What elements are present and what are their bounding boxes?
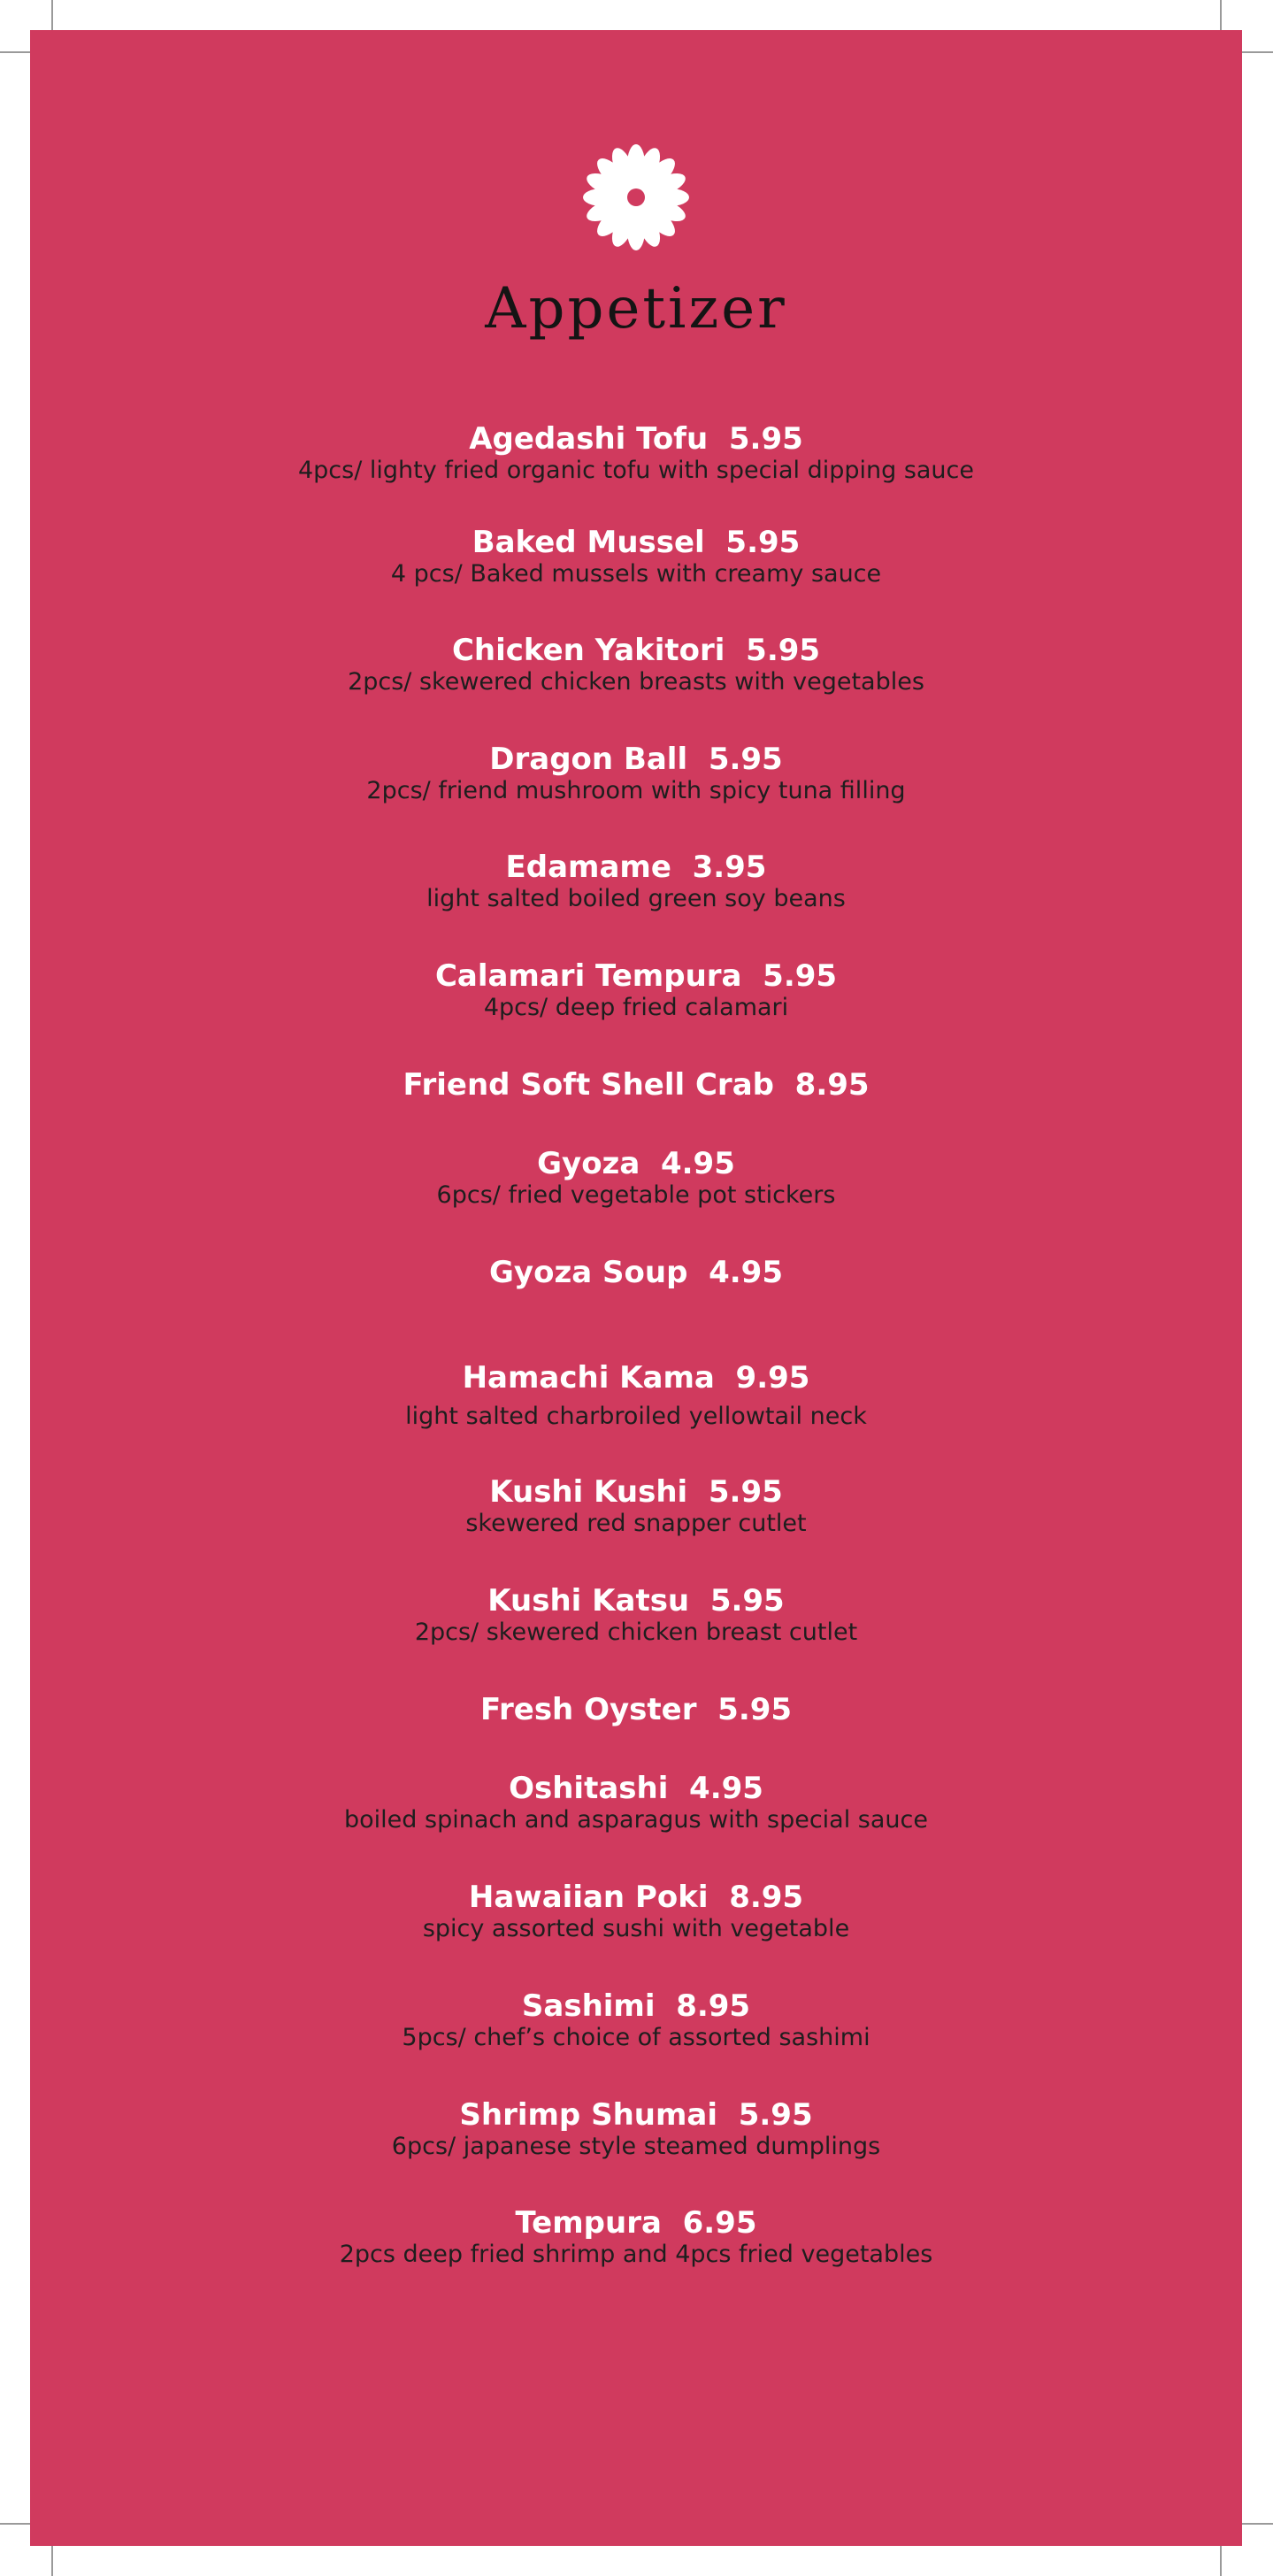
crop-mark bbox=[51, 2542, 53, 2576]
menu-item-title: Gyoza bbox=[537, 1146, 640, 1181]
menu-item-price: 8.95 bbox=[794, 1067, 870, 1103]
menu-item-price: 5.95 bbox=[746, 633, 821, 668]
menu-item-description: 2pcs/ friend mushroom with spicy tuna filling bbox=[366, 777, 906, 804]
menu-item-name bbox=[30, 742, 1242, 777]
crop-mark bbox=[1239, 51, 1273, 53]
menu-item-name bbox=[30, 421, 1242, 457]
crop-mark bbox=[1220, 2542, 1222, 2576]
menu-item-name bbox=[30, 850, 1242, 885]
menu-panel bbox=[30, 30, 1242, 2546]
menu-item-title: Gyoza Soup bbox=[489, 1255, 688, 1290]
menu-item-title: Tempura bbox=[515, 2205, 662, 2241]
menu-item-title: Calamari Tempura bbox=[434, 958, 742, 994]
crop-mark bbox=[1239, 2523, 1273, 2525]
menu-item-price: 5.95 bbox=[725, 525, 801, 560]
menu-item-price: 5.95 bbox=[738, 2097, 813, 2133]
menu-item-title: Hawaiian Poki bbox=[468, 1880, 709, 1915]
menu-item-name bbox=[30, 2205, 1242, 2241]
menu-item-price: 4.95 bbox=[709, 1255, 783, 1290]
menu-item-name bbox=[30, 1255, 1242, 1290]
menu-item-name bbox=[30, 1988, 1242, 2024]
menu-item-title: Chicken Yakitori bbox=[451, 633, 725, 668]
logo-center bbox=[627, 188, 645, 206]
menu-item-price: 5.95 bbox=[709, 1583, 785, 1619]
menu-item-name bbox=[30, 633, 1242, 668]
menu-item-title: Kushi Kushi bbox=[489, 1474, 688, 1510]
menu-item-price: 5.95 bbox=[717, 1692, 793, 1727]
menu-item-title: Hamachi Kama bbox=[462, 1360, 715, 1396]
menu-item-description: 2pcs/ skewered chicken breast cutlet bbox=[414, 1619, 858, 1646]
menu-item-description: 6pcs/ fried vegetable pot stickers bbox=[436, 1181, 836, 1209]
menu-title: Appetizer bbox=[485, 276, 787, 342]
menu-item-title: Edamame bbox=[505, 850, 671, 885]
menu-item-name bbox=[30, 1360, 1242, 1396]
crop-mark bbox=[0, 2523, 34, 2525]
menu-item-name bbox=[30, 525, 1242, 560]
menu-item-price: 5.95 bbox=[763, 958, 838, 994]
menu-item-description: skewered red snapper cutlet bbox=[465, 1510, 807, 1537]
menu-item-name bbox=[30, 1146, 1242, 1181]
menu-item-price: 5.95 bbox=[728, 421, 803, 457]
menu-item-name bbox=[30, 1880, 1242, 1915]
menu-item-price: 4.95 bbox=[660, 1146, 735, 1181]
menu-item-price: 8.95 bbox=[676, 1988, 751, 2024]
menu-item-name bbox=[30, 2097, 1242, 2133]
menu-item-description: 6pcs/ japanese style steamed dumplings bbox=[391, 2133, 881, 2160]
menu-item-title: Oshitashi bbox=[509, 1771, 669, 1806]
menu-item-title: Agedashi Tofu bbox=[469, 421, 709, 457]
menu-item-name bbox=[30, 1067, 1242, 1103]
menu-item-price: 4.95 bbox=[689, 1771, 763, 1806]
menu-item-name bbox=[30, 1771, 1242, 1806]
crop-mark bbox=[0, 51, 34, 53]
menu-item-description: 4pcs/ lighty fried organic tofu with special dipping sauce bbox=[297, 457, 974, 484]
menu-item-description: 4 pcs/ Baked mussels with creamy sauce bbox=[390, 560, 882, 588]
menu-item-title: Baked Mussel bbox=[472, 525, 705, 560]
menu-item-description: light salted boiled green soy beans bbox=[426, 885, 846, 912]
menu-item-description: boiled spinach and asparagus with special sauce bbox=[344, 1806, 928, 1834]
menu-item-title: Friend Soft Shell Crab bbox=[403, 1067, 774, 1103]
menu-item-price: 5.95 bbox=[708, 1474, 783, 1510]
menu-item-description: 2pcs/ skewered chicken breasts with vegetables bbox=[348, 668, 924, 696]
crop-mark bbox=[51, 0, 53, 34]
menu-item-price: 3.95 bbox=[692, 850, 767, 885]
chrysanthemum-icon bbox=[581, 142, 691, 252]
menu-item-description: 2pcs deep fried shrimp and 4pcs fried vegetables bbox=[339, 2241, 933, 2268]
menu-item-title: Fresh Oyster bbox=[479, 1692, 697, 1727]
menu-item-price: 9.95 bbox=[735, 1360, 810, 1396]
menu-item-title: Dragon Ball bbox=[489, 742, 688, 777]
menu-item-name bbox=[30, 1583, 1242, 1619]
menu-item-description: spicy assorted sushi with vegetable bbox=[422, 1915, 850, 1942]
menu-item-title: Shrimp Shumai bbox=[459, 2097, 718, 2133]
menu-item-name bbox=[30, 1474, 1242, 1510]
menu-item-price: 6.95 bbox=[682, 2205, 757, 2241]
menu-item-description: 5pcs/ chef’s choice of assorted sashimi bbox=[402, 2024, 870, 2051]
menu-item-description: light salted charbroiled yellowtail neck bbox=[405, 1403, 867, 1430]
crop-mark bbox=[1220, 0, 1222, 34]
menu-item-price: 8.95 bbox=[729, 1880, 804, 1915]
menu-item-name bbox=[30, 1692, 1242, 1727]
menu-item-title: Sashimi bbox=[521, 1988, 656, 2024]
menu-item-title: Kushi Katsu bbox=[487, 1583, 690, 1619]
menu-item-description: 4pcs/ deep fried calamari bbox=[483, 994, 789, 1021]
menu-item-price: 5.95 bbox=[708, 742, 783, 777]
menu-item-name bbox=[30, 958, 1242, 994]
